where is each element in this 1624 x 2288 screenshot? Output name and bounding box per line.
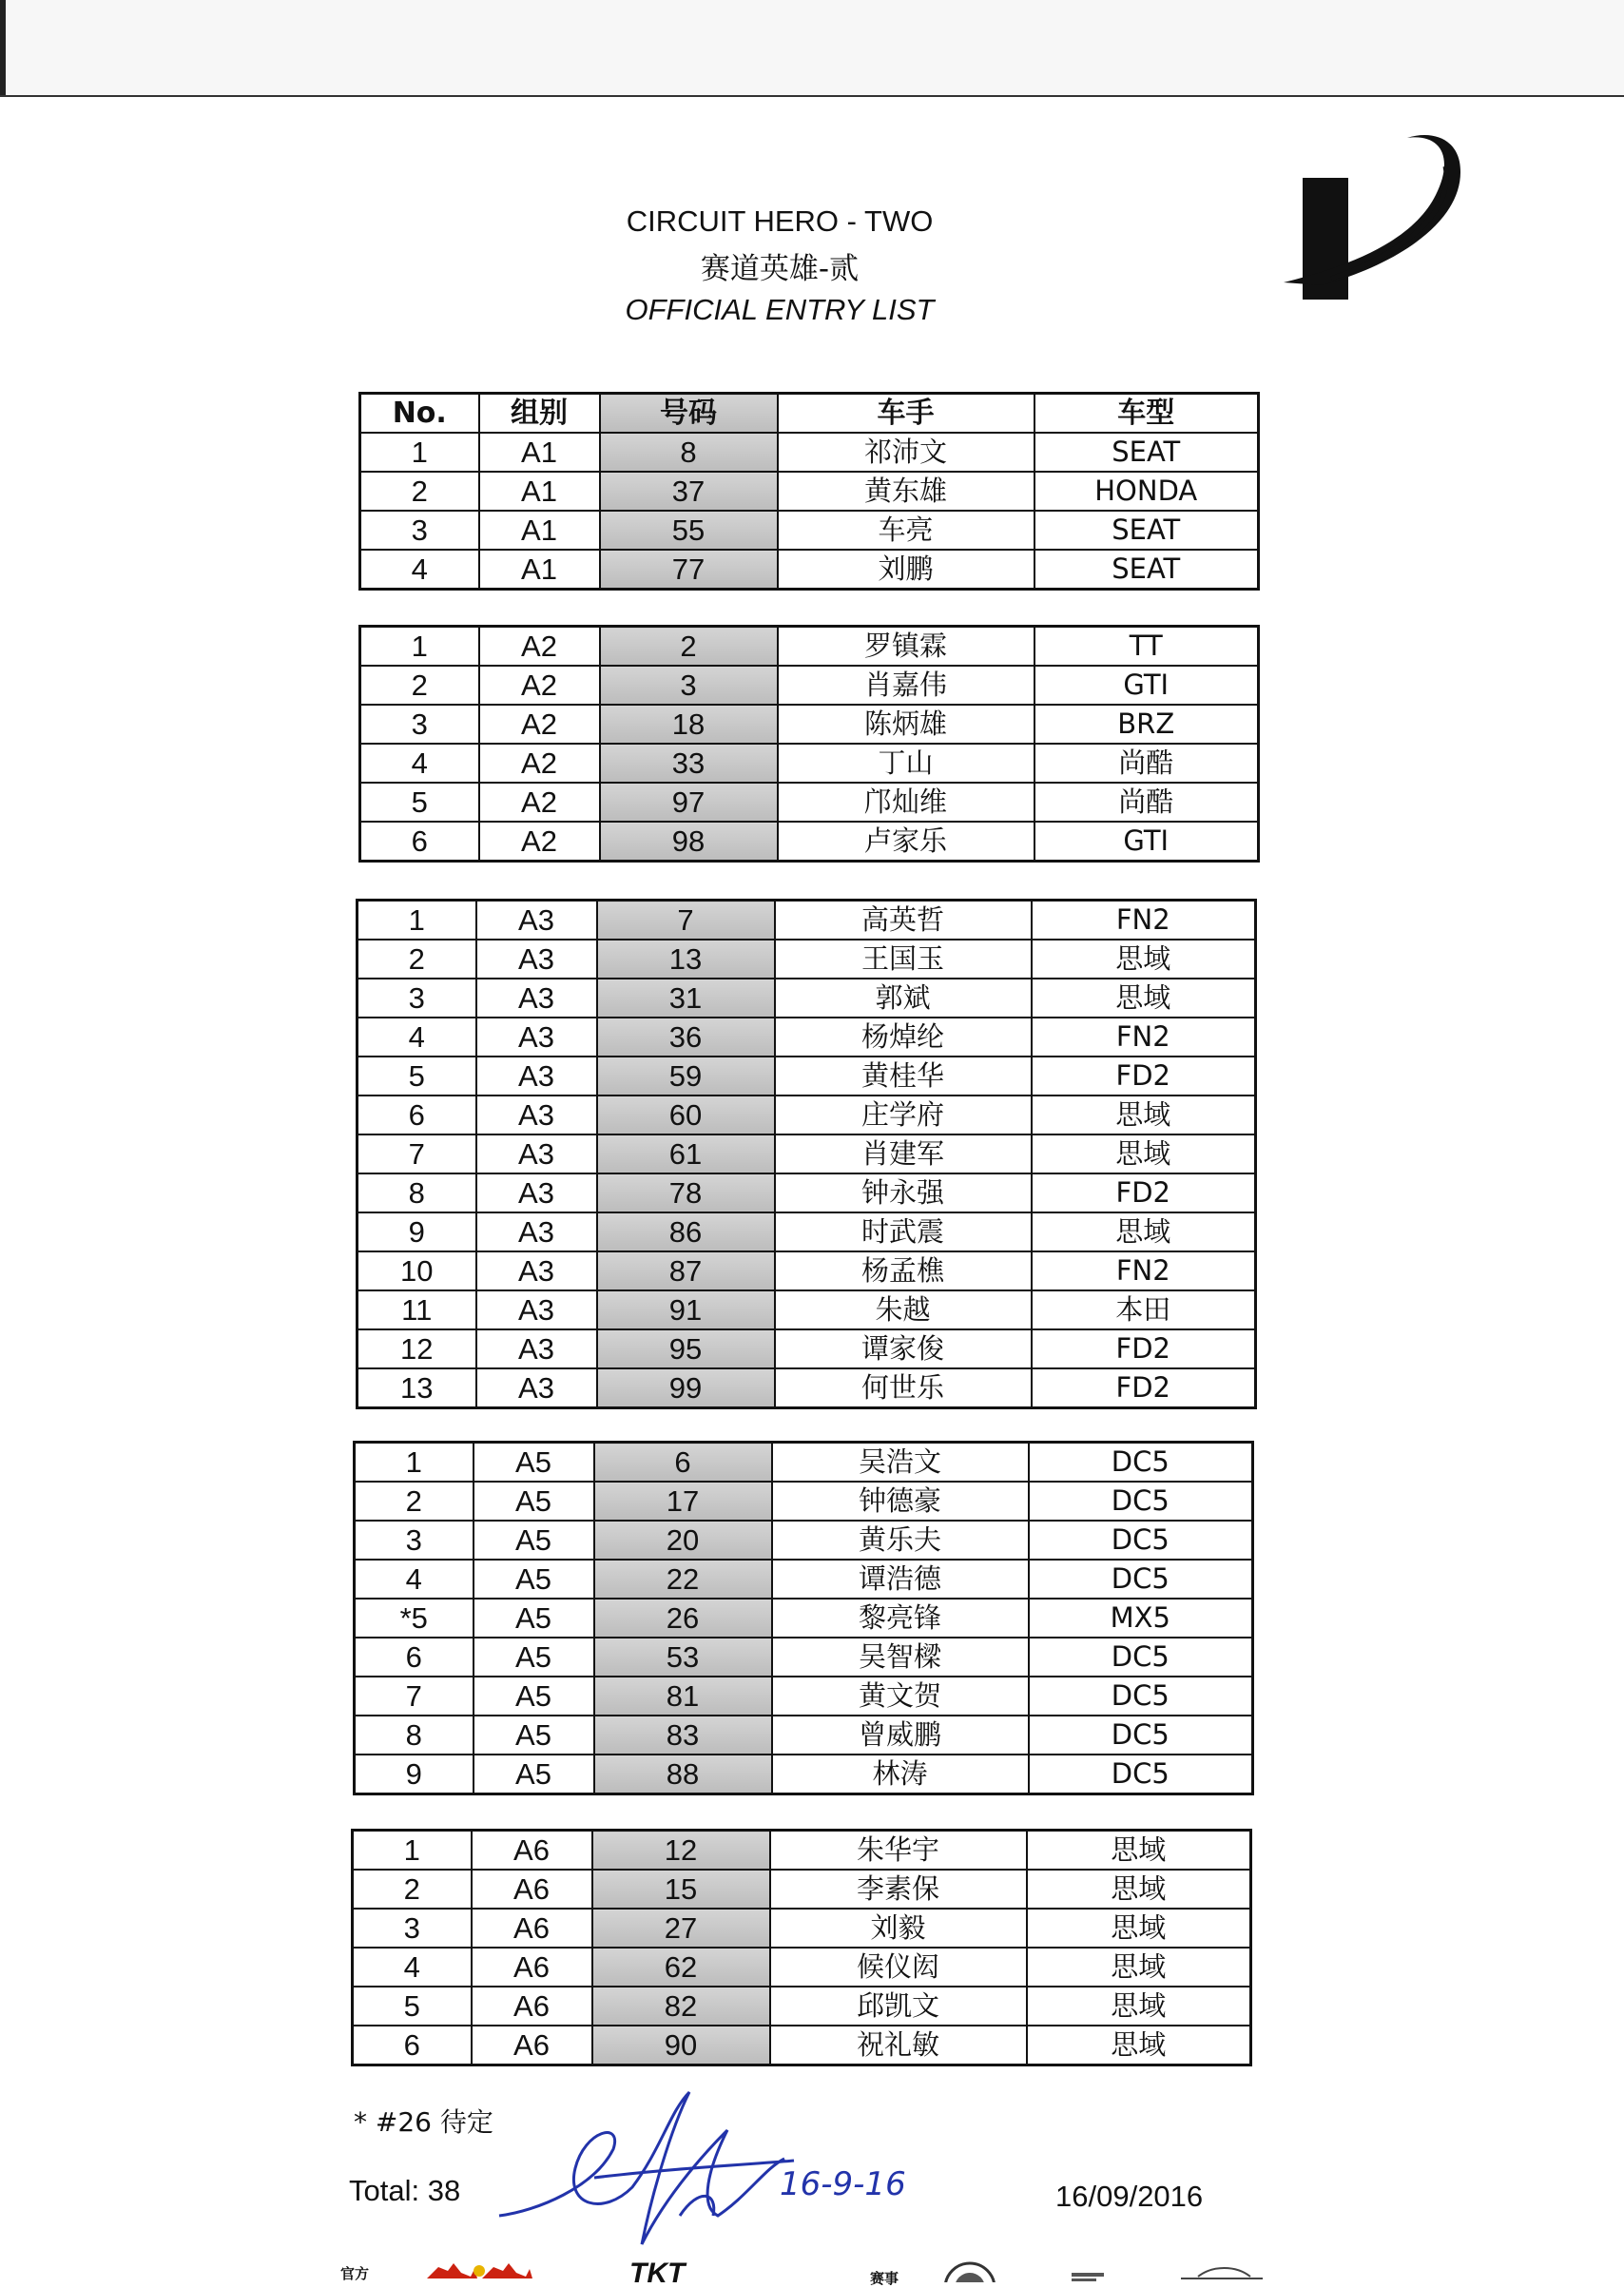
car-model: 思域: [1032, 940, 1256, 979]
car-model: SEAT: [1034, 433, 1259, 472]
car-number: 62: [592, 1948, 770, 1987]
table-row: [353, 1831, 1251, 1871]
car-model: FN2: [1032, 901, 1256, 940]
table-row: [360, 666, 1259, 705]
entry-no: 3: [358, 979, 476, 1018]
car-number: 37: [600, 472, 778, 511]
table-row: [358, 1057, 1256, 1096]
group: A6: [472, 1831, 592, 1871]
table-row: [358, 1134, 1256, 1173]
official-label: 官方: [340, 2265, 370, 2282]
car-model: BRZ: [1034, 705, 1259, 744]
group: A3: [476, 901, 597, 940]
group: A2: [479, 666, 600, 705]
entry-no: 1: [360, 433, 479, 472]
driver: 黄东雄: [778, 472, 1034, 511]
entry-no: 4: [358, 1018, 476, 1057]
driver: 车亮: [778, 511, 1034, 550]
entry-no: 6: [360, 822, 479, 862]
driver: 卢家乐: [778, 822, 1034, 862]
car-number: 90: [592, 2026, 770, 2065]
car-number: 60: [597, 1096, 775, 1134]
group: A3: [476, 1251, 597, 1290]
entry-no: 11: [358, 1290, 476, 1329]
entry-no: 8: [358, 1173, 476, 1212]
car-model: FN2: [1032, 1251, 1256, 1290]
car-number: 87: [597, 1251, 775, 1290]
group: A2: [479, 627, 600, 667]
driver: 刘毅: [770, 1909, 1027, 1948]
driver: 谭浩德: [772, 1560, 1029, 1599]
entry-no: 4: [355, 1560, 474, 1599]
car-model: FN2: [1032, 1018, 1256, 1057]
car-number: 59: [597, 1057, 775, 1096]
table-row: [358, 1096, 1256, 1134]
table-row: [360, 433, 1259, 472]
car-number: 91: [597, 1290, 775, 1329]
table-row: [355, 1482, 1253, 1521]
car-model: 思域: [1032, 1134, 1256, 1173]
driver: 丁山: [778, 744, 1034, 783]
entry-no: 5: [360, 783, 479, 822]
driver: 高英哲: [775, 901, 1032, 940]
table-row: [360, 472, 1259, 511]
car-model: 思域: [1027, 1909, 1251, 1948]
group: A5: [474, 1482, 594, 1521]
group: A5: [474, 1521, 594, 1560]
table-row: [355, 1677, 1253, 1716]
car-number: 22: [594, 1560, 772, 1599]
car-model: FD2: [1032, 1057, 1256, 1096]
driver: 黄桂华: [775, 1057, 1032, 1096]
car-model: FD2: [1032, 1173, 1256, 1212]
table-row: [358, 1212, 1256, 1251]
driver: 李素保: [770, 1870, 1027, 1909]
group: A2: [479, 705, 600, 744]
group: A6: [472, 1909, 592, 1948]
driver: 邝灿维: [778, 783, 1034, 822]
car-number: 15: [592, 1870, 770, 1909]
entry-no: 9: [358, 1212, 476, 1251]
table-row: [360, 822, 1259, 862]
car-model: 本田: [1032, 1290, 1256, 1329]
entry-no: 4: [360, 744, 479, 783]
car-model: FD2: [1032, 1368, 1256, 1408]
group: A6: [472, 1987, 592, 2026]
car-number: 95: [597, 1329, 775, 1368]
driver: 黄文贺: [772, 1677, 1029, 1716]
driver: 黄乐夫: [772, 1521, 1029, 1560]
table-row: [353, 1909, 1251, 1948]
driver: 肖嘉伟: [778, 666, 1034, 705]
bull-logo: [425, 2259, 534, 2282]
column-header: 组别: [479, 394, 600, 434]
car-number: 7: [597, 901, 775, 940]
car-number: 8: [600, 433, 778, 472]
car-number: 82: [592, 1987, 770, 2026]
car-model: DC5: [1029, 1560, 1253, 1599]
car-model: DC5: [1029, 1677, 1253, 1716]
car-number: 33: [600, 744, 778, 783]
car-number: 27: [592, 1909, 770, 1948]
car-number: 6: [594, 1443, 772, 1483]
car-number: 81: [594, 1677, 772, 1716]
entry-no: 5: [358, 1057, 476, 1096]
table-row: [353, 1987, 1251, 2026]
driver: 何世乐: [775, 1368, 1032, 1408]
car-number: 97: [600, 783, 778, 822]
entry-no: 13: [358, 1368, 476, 1408]
car-model: FD2: [1032, 1329, 1256, 1368]
group: A1: [479, 550, 600, 590]
car-number: 77: [600, 550, 778, 590]
driver: 肖建军: [775, 1134, 1032, 1173]
group: A5: [474, 1560, 594, 1599]
car-model: 思域: [1027, 1870, 1251, 1909]
car-model: 尚酷: [1034, 744, 1259, 783]
car-model: DC5: [1029, 1443, 1253, 1483]
car-model: 思域: [1027, 1831, 1251, 1871]
car-number: 36: [597, 1018, 775, 1057]
title-english: CIRCUIT HERO - TWO: [626, 204, 934, 238]
driver: 王国玉: [775, 940, 1032, 979]
table-row: [355, 1521, 1253, 1560]
entry-no: 1: [360, 627, 479, 667]
entry-no: 6: [358, 1096, 476, 1134]
driver: 林涛: [772, 1755, 1029, 1794]
group: A5: [474, 1677, 594, 1716]
car-number: 98: [600, 822, 778, 862]
table-header-row: [360, 394, 1259, 434]
table-row: [360, 705, 1259, 744]
car-number: 20: [594, 1521, 772, 1560]
car-model: DC5: [1029, 1755, 1253, 1794]
car-model: 思域: [1027, 2026, 1251, 2065]
entry-no: 1: [358, 901, 476, 940]
table-row: [360, 511, 1259, 550]
car-model: 思域: [1027, 1948, 1251, 1987]
driver: 曾威鹏: [772, 1716, 1029, 1755]
driver: 钟德豪: [772, 1482, 1029, 1521]
group: A2: [479, 783, 600, 822]
car-number: 2: [600, 627, 778, 667]
driver: 钟永强: [775, 1173, 1032, 1212]
car-number: 78: [597, 1173, 775, 1212]
entry-table-a2: [358, 625, 1260, 863]
table-row: [355, 1443, 1253, 1483]
circuit-logo: [1179, 2259, 1265, 2282]
pending-note: * #26 待定: [354, 2106, 493, 2138]
car-model: DC5: [1029, 1521, 1253, 1560]
car-model: MX5: [1029, 1599, 1253, 1638]
group: A3: [476, 1096, 597, 1134]
entry-no: 2: [355, 1482, 474, 1521]
driver: 邱凯文: [770, 1987, 1027, 2026]
entry-no: 4: [360, 550, 479, 590]
car-number: 55: [600, 511, 778, 550]
group: A5: [474, 1638, 594, 1677]
entry-table-a5: [353, 1441, 1254, 1795]
car-number: 18: [600, 705, 778, 744]
entry-no: 4: [353, 1948, 472, 1987]
driver: 吴浩文: [772, 1443, 1029, 1483]
seal-logo: [941, 2259, 998, 2282]
entry-no: 2: [358, 940, 476, 979]
entry-no: 3: [355, 1521, 474, 1560]
total-entries: Total: 38: [349, 2174, 461, 2207]
group: A5: [474, 1755, 594, 1794]
entry-list-subtitle: OFFICIAL ENTRY LIST: [625, 293, 935, 326]
car-number: 88: [594, 1755, 772, 1794]
driver: 黎亮锋: [772, 1599, 1029, 1638]
group: A2: [479, 744, 600, 783]
driver: 朱华宇: [770, 1831, 1027, 1871]
table-row: [360, 627, 1259, 667]
car-number: 61: [597, 1134, 775, 1173]
entry-no: 1: [355, 1443, 474, 1483]
driver: 庄学府: [775, 1096, 1032, 1134]
car-model: GTI: [1034, 822, 1259, 862]
group: A1: [479, 472, 600, 511]
table-row: [355, 1716, 1253, 1755]
entry-table-a1: [358, 392, 1260, 591]
entry-no: 9: [355, 1755, 474, 1794]
group: A3: [476, 979, 597, 1018]
small-sponsor-logo: [1070, 2259, 1108, 2282]
entry-table-a3: [356, 899, 1257, 1409]
group: A3: [476, 1134, 597, 1173]
car-model: 思域: [1027, 1987, 1251, 2026]
table-row: [355, 1599, 1253, 1638]
entry-no: 6: [355, 1638, 474, 1677]
entry-no: 6: [353, 2026, 472, 2065]
car-number: 12: [592, 1831, 770, 1871]
table-row: [358, 1290, 1256, 1329]
signature: [480, 2073, 975, 2263]
group: A5: [474, 1599, 594, 1638]
table-row: [355, 1560, 1253, 1599]
group: A3: [476, 1018, 597, 1057]
car-number: 99: [597, 1368, 775, 1408]
car-number: 31: [597, 979, 775, 1018]
entry-no: 1: [353, 1831, 472, 1871]
car-model: 思域: [1032, 979, 1256, 1018]
entry-no: 5: [353, 1987, 472, 2026]
entry-table-a6: [351, 1829, 1252, 2066]
group: A1: [479, 433, 600, 472]
driver: 朱越: [775, 1290, 1032, 1329]
car-model: DC5: [1029, 1716, 1253, 1755]
group: A2: [479, 822, 600, 862]
car-model: DC5: [1029, 1482, 1253, 1521]
car-number: 13: [597, 940, 775, 979]
document-header: [532, 204, 1027, 327]
entry-no: 7: [358, 1134, 476, 1173]
car-number: 17: [594, 1482, 772, 1521]
tkt-logo: [628, 2259, 761, 2282]
driver: 陈炳雄: [778, 705, 1034, 744]
car-model: SEAT: [1034, 550, 1259, 590]
group: A6: [472, 1948, 592, 1987]
table-row: [355, 1638, 1253, 1677]
table-row: [360, 550, 1259, 590]
driver: 郭斌: [775, 979, 1032, 1018]
driver: 候仪闳: [770, 1948, 1027, 1987]
column-header: 号码: [600, 394, 778, 434]
driver: 杨焯纶: [775, 1018, 1032, 1057]
car-model: 思域: [1032, 1212, 1256, 1251]
group: A3: [476, 1057, 597, 1096]
scan-top-band: [0, 0, 1624, 97]
driver: 谭家俊: [775, 1329, 1032, 1368]
table-row: [353, 1948, 1251, 1987]
column-header: 车手: [778, 394, 1034, 434]
car-number: 86: [597, 1212, 775, 1251]
document-date: 16/09/2016: [1055, 2180, 1204, 2213]
car-model: GTI: [1034, 666, 1259, 705]
entry-no: 7: [355, 1677, 474, 1716]
group: A5: [474, 1443, 594, 1483]
entry-no: 2: [360, 666, 479, 705]
scan-edge: [0, 0, 6, 95]
car-model: 思域: [1032, 1096, 1256, 1134]
event-label: 赛事: [870, 2270, 899, 2287]
entry-no: 3: [360, 705, 479, 744]
entry-no: 3: [353, 1909, 472, 1948]
group: A3: [476, 940, 597, 979]
driver: 杨孟樵: [775, 1251, 1032, 1290]
column-header: 车型: [1034, 394, 1259, 434]
title-chinese: 赛道英雄-贰: [700, 252, 860, 286]
table-row: [358, 1018, 1256, 1057]
entry-no: 2: [360, 472, 479, 511]
driver: 罗镇霖: [778, 627, 1034, 667]
driver: 吴智樑: [772, 1638, 1029, 1677]
tkt-brand: TKT: [629, 2259, 686, 2282]
table-row: [353, 1870, 1251, 1909]
column-header: No.: [360, 394, 479, 434]
car-model: 尚酷: [1034, 783, 1259, 822]
entry-no: 2: [353, 1870, 472, 1909]
car-number: 53: [594, 1638, 772, 1677]
table-row: [355, 1755, 1253, 1794]
table-row: [358, 901, 1256, 940]
table-row: [358, 940, 1256, 979]
table-row: [353, 2026, 1251, 2065]
table-row: [358, 979, 1256, 1018]
group: A3: [476, 1290, 597, 1329]
group: A5: [474, 1716, 594, 1755]
car-model: HONDA: [1034, 472, 1259, 511]
entry-no: 10: [358, 1251, 476, 1290]
organizer-logo: [1265, 119, 1483, 309]
table-row: [358, 1173, 1256, 1212]
table-row: [360, 744, 1259, 783]
car-number: 83: [594, 1716, 772, 1755]
group: A3: [476, 1212, 597, 1251]
entry-no: 8: [355, 1716, 474, 1755]
entry-no: *5: [355, 1599, 474, 1638]
entry-no: 12: [358, 1329, 476, 1368]
group: A6: [472, 2026, 592, 2065]
driver: 祝礼敏: [770, 2026, 1027, 2065]
entry-no: 3: [360, 511, 479, 550]
group: A3: [476, 1368, 597, 1408]
table-row: [358, 1368, 1256, 1408]
car-number: 26: [594, 1599, 772, 1638]
table-row: [358, 1329, 1256, 1368]
group: A1: [479, 511, 600, 550]
car-model: SEAT: [1034, 511, 1259, 550]
group: A6: [472, 1870, 592, 1909]
table-row: [358, 1251, 1256, 1290]
car-model: DC5: [1029, 1638, 1253, 1677]
car-model: TT: [1034, 627, 1259, 667]
group: A3: [476, 1173, 597, 1212]
table-row: [360, 783, 1259, 822]
driver: 祁沛文: [778, 433, 1034, 472]
driver: 刘鹏: [778, 550, 1034, 590]
car-number: 3: [600, 666, 778, 705]
signature-date: 16-9-16: [780, 2165, 906, 2203]
driver: 时武震: [775, 1212, 1032, 1251]
group: A3: [476, 1329, 597, 1368]
